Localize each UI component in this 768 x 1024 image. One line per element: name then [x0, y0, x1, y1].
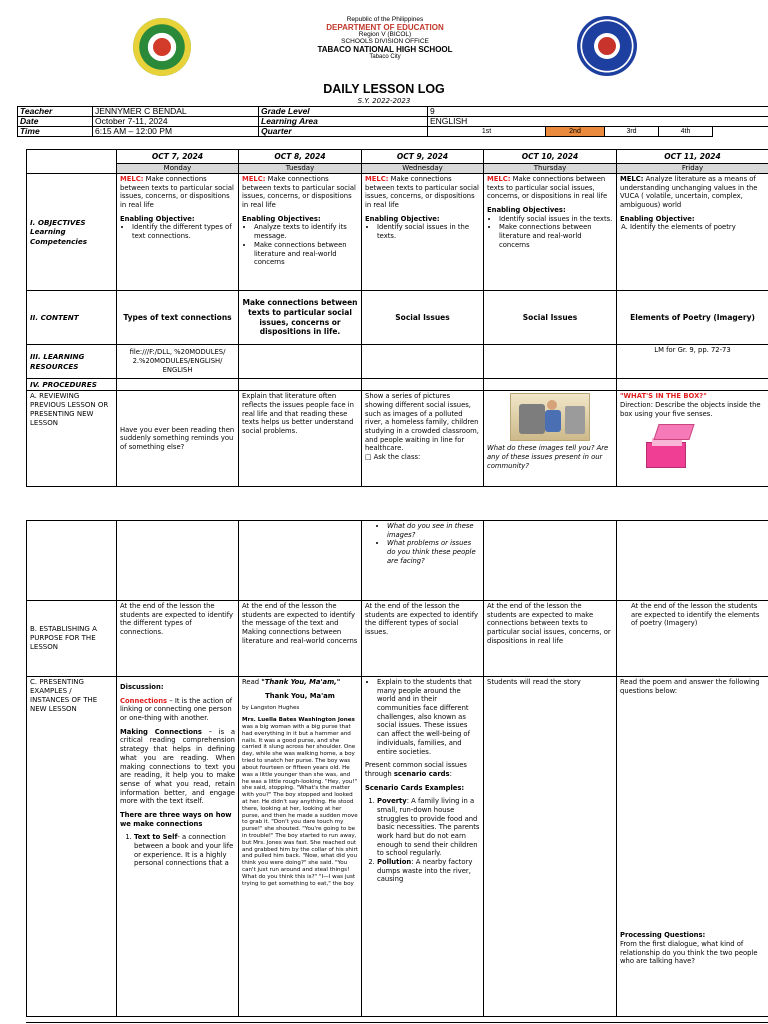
letterhead	[250, 17, 520, 61]
department-line: DEPARTMENT OF EDUCATION	[326, 22, 444, 32]
purpose-wed: At the end of the lesson the students are expected to identify the different types of social issues.	[362, 601, 484, 677]
wed-questions: • What do you see in these images? • What problems or issues do you think these people are facing?	[362, 521, 484, 601]
review-mon: Have you ever been reading then suddenly something reminds you of something else?	[117, 391, 239, 487]
day-date-thu: OCT 10, 2024	[484, 150, 617, 164]
date-value: October 7-11, 2024	[93, 117, 259, 127]
quarter-4: 4th	[659, 127, 713, 137]
republic-line: Republic of the Philippines	[346, 16, 424, 23]
examples-fri: Read the poem and answer the following questions below: Processing Questions: From the first dialogue, what kind of relationship do you think the two people who are talking have?	[617, 677, 768, 1017]
school-seal-logo	[133, 18, 191, 76]
weekday-wed: Wednesday	[362, 164, 484, 174]
weekday-mon: Monday	[117, 164, 239, 174]
resources-label: III. LEARNING RESOURCES	[27, 345, 117, 379]
page-two	[0, 512, 768, 1024]
content-thu: Social Issues	[484, 291, 617, 345]
weekday-tue: Tuesday	[239, 164, 362, 174]
review-label: A. REVIEWING PREVIOUS LESSON OR PRESENTING NEW LESSON	[27, 391, 117, 487]
social-issues-picture	[510, 393, 590, 441]
day-date-fri: OCT 11, 2024	[617, 150, 768, 164]
procedures-label: IV. PROCEDURES	[27, 379, 117, 391]
teacher-value: JENNYMER C BENDAL	[93, 107, 259, 117]
purpose-mon: At the end of the lesson the students are expected to identify the different types of connections.	[117, 601, 239, 677]
objectives-thu: MELC: Make connections between texts to particular social issues, concerns, or dispositions in real life Enabling Objectives: • Identify social issues in the texts. • Make connections between literature and real-world concerns	[484, 174, 617, 291]
school-year: S.Y. 2022-2023	[357, 97, 411, 105]
grade-label: Grade Level	[259, 107, 428, 117]
review-fri: "WHAT'S IN THE BOX?" Direction: Describe the objects inside the box using your five senses.	[617, 391, 768, 487]
resources-fri: LM for Gr. 9, pp. 72-73	[617, 345, 768, 379]
document-title: DAILY LESSON LOG	[323, 82, 445, 96]
school-name: TABACO NATIONAL HIGH SCHOOL	[317, 44, 453, 54]
purpose-thu: At the end of the lesson the students are expected to make connections between texts to particular social issues, concerns, or dispositions in real life	[484, 601, 617, 677]
examples-label: C. PRESENTING EXAMPLES / INSTANCES OF THE NEW LESSON	[27, 677, 117, 1017]
resources-thu	[484, 345, 617, 379]
purpose-tue: At the end of the lesson the students are expected to identify the message of the text and Making connections between literature and real-world concerns	[239, 601, 362, 677]
city-line: Tabaco City	[369, 54, 401, 61]
gift-box-icon	[638, 424, 698, 470]
content-label: II. CONTENT	[27, 291, 117, 345]
review-tue: Explain that literature often reflects the issues people face in real life and that reading these texts helps us better understand social problems.	[239, 391, 362, 487]
area-value: ENGLISH	[428, 117, 768, 127]
objectives-mon: MELC: Make connections between texts to particular social issues, concerns, or dispositions in real life Enabling Objective: • Identify the different types of text connections.	[117, 174, 239, 291]
grade-value: 9	[428, 107, 768, 117]
page-one	[0, 0, 768, 500]
lesson-grid-page2	[26, 520, 768, 1017]
deped-seal-logo	[577, 16, 637, 76]
content-mon: Types of text connections	[117, 291, 239, 345]
quarter-3: 3rd	[605, 127, 659, 137]
examples-wed: • Explain to the students that many people around the world and in their communities face different challenges, also known as social issues. These issues can affect the well-being of individuals, families, and entire societies. Present common social issues through scenario cards: Scenario Cards Examples: 1. Poverty: A family living in a small, run-down house struggles to provide food and basic necessities. The parents work hard but do not earn enough to send their children to school regularly. 2. Pollution: A nearby factory dumps waste into the river, causing	[362, 677, 484, 1017]
info-table	[17, 106, 768, 137]
quarter-2-highlighted: 2nd	[546, 127, 605, 137]
resources-wed	[362, 345, 484, 379]
content-fri: Elements of Poetry (Imagery)	[617, 291, 768, 345]
time-label: Time	[18, 127, 93, 137]
region-line: Region V (BICOL)	[358, 31, 412, 39]
purpose-fri: At the end of the lesson the students are expected to identify the elements of poetry (Imagery)	[617, 601, 768, 677]
objectives-tue: MELC: Make connections between texts to particular social issues, concerns, or dispositions in real life Enabling Objectives: • Analyze texts to identify its message. • Make connections between literature and real-world concerns	[239, 174, 362, 291]
content-tue: Make connections between texts to particular social issues, concerns or dispositions in life.	[239, 291, 362, 345]
content-wed: Social Issues	[362, 291, 484, 345]
teacher-label: Teacher	[18, 107, 93, 117]
date-label: Date	[18, 117, 93, 127]
objectives-label: I. OBJECTIVES Learning Competencies	[27, 174, 117, 291]
day-date-wed: OCT 9, 2024	[362, 150, 484, 164]
day-date-tue: OCT 8, 2024	[239, 150, 362, 164]
objectives-fri: MELC: Analyze literature as a means of understanding unchanging values in the VUCA ( volatile, uncertain, complex, ambiguous) world Enabling Objective: A. Identify the elements of poetry	[617, 174, 768, 291]
quarter-label: Quarter	[259, 127, 428, 137]
checkbox-icon: □	[365, 453, 372, 462]
resources-tue	[239, 345, 362, 379]
weekday-thu: Thursday	[484, 164, 617, 174]
lesson-grid-page1	[26, 149, 768, 487]
examples-tue: Read "Thank You, Ma'am," Thank You, Ma'am by Langston Hughes Mrs. Luella Bates Washington Jones was a big woman with a big purse that had everything in it but a hammer and nails. It was a good purse, and she carried it slung across her shoulder. One day, while she was walking home, a boy tried to snatch her purse. The boy was about fourteen or fifteen years old. He was a little younger than she was, and he was a little rough-looking. "Hey, you!" she said, stopping. "What's the matter with you?" The boy stopped and looked at her. He didn't say anything. He stood there, looking at her, looking at her purse, and then he made a sudden move to grab it. "Don't you dare touch my purse!" she shouted. "You're going to be in trouble!" The boy started to run away, but Mrs. Jones was fast. She reached out and grabbed him by the collar of his shirt and pulled him back. "Now, what did you think you were doing?" she said. "You can't just run around and steal things! What do you think this is?" "I—I was just trying to get something to eat," the boy	[239, 677, 362, 1017]
examples-mon: Discussion: Connections – It is the action of linking or connecting one person or one-thing with another. Making Connections – is a critical reading comprehension strategy that helps in defining what you are reading. When making connections to text you are reading, it help you to make sense of what you read, retain information better, and engage more with the text itself. There are three ways on how we make connections 1. Text to Self- a connection between a book and your life or experience. It is a highly personal connections that a	[117, 677, 239, 1017]
division-line: SCHOOLS DIVISION OFFICE	[341, 38, 429, 46]
day-date-mon: OCT 7, 2024	[117, 150, 239, 164]
bottom-rule	[26, 1022, 768, 1023]
quarter-1: 1st	[428, 127, 546, 137]
review-thu: What do these images tell you? Are any of these issues present in our community?	[484, 391, 617, 487]
weekday-fri: Friday	[617, 164, 768, 174]
resources-mon: file:///F:/DLL, %20MODULES/ 2.%20MODULES/ENGLISH/ ENGLISH	[117, 345, 239, 379]
review-wed: Show a series of pictures showing different social issues, such as images of a polluted river, a homeless family, children studying in a crowded classroom, and people waiting in line for healthcare. □ Ask the class:	[362, 391, 484, 487]
examples-thu: Students will read the story	[484, 677, 617, 1017]
corner-cell	[27, 150, 117, 174]
time-value: 6:15 AM – 12:00 PM	[93, 127, 259, 137]
area-label: Learning Area	[259, 117, 428, 127]
objectives-wed: MELC: Make connections between texts to particular social issues, concerns, or dispositions in real life Enabling Objective: • Identify social issues in the texts.	[362, 174, 484, 291]
purpose-label: B. ESTABLISHING A PURPOSE FOR THE LESSON	[27, 601, 117, 677]
